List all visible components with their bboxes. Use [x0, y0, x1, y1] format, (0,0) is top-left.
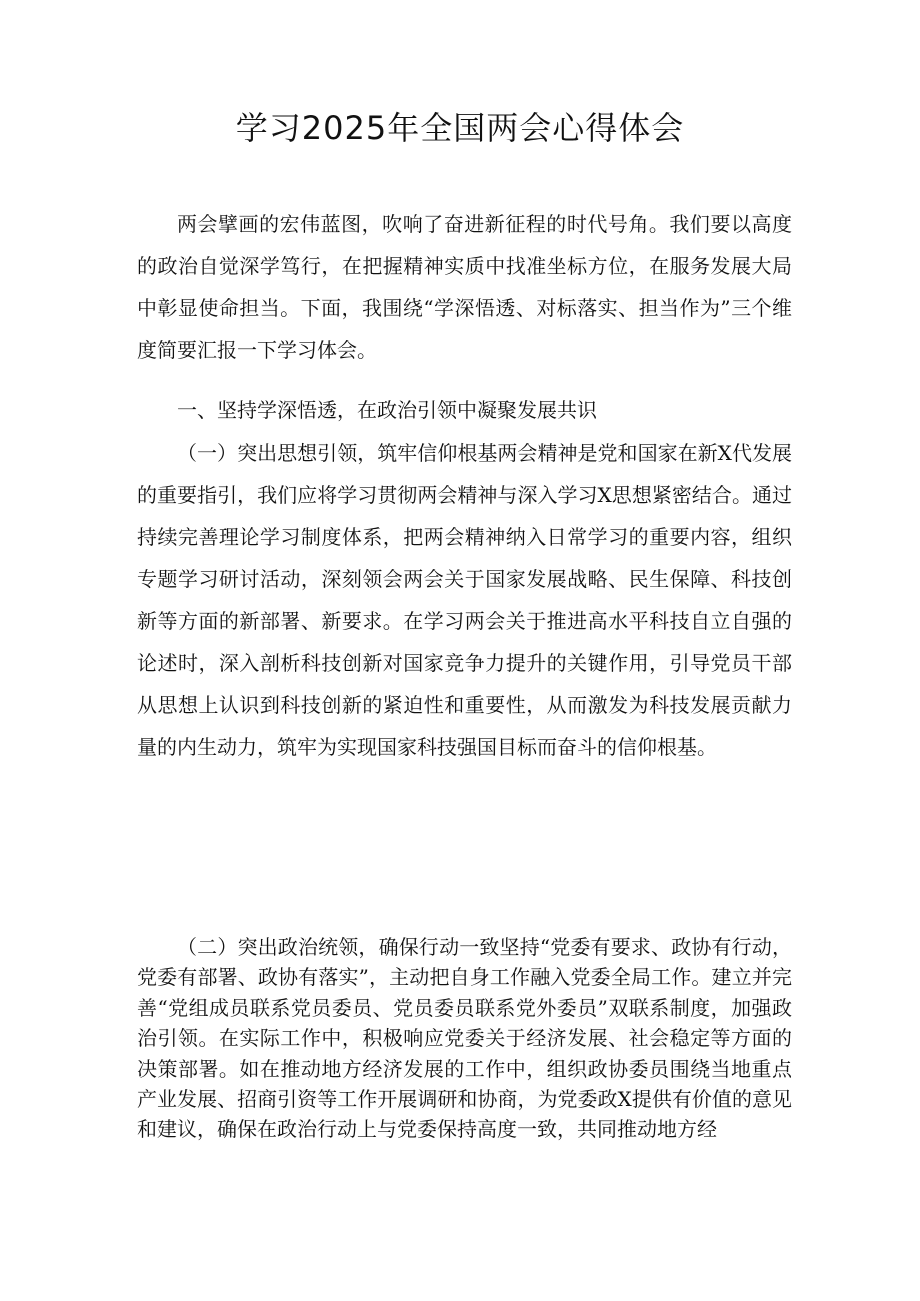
intro-paragraph: 两会擘画的宏伟蓝图，吹响了奋进新征程的时代号角。我们要以高度的政治自觉深学笃行，在把握精神实质中找准坐标方位，在服务发展大局中彰显使命担当。下面，我围绕“学深悟透、对标落实、担当作为”三个维度简要汇报一下学习体会。 [137, 212, 792, 362]
section-heading: 一、坚持学深悟透，在政治引领中凝聚发展共识 [177, 398, 597, 422]
subsection-paragraph-2: （二）突出政治统领，确保行动一致坚持“党委有要求、政协有行动，党委有部署、政协有落实”，主动把自身工作融入党委全局工作。建立并完善“党组成员联系党员委员、党员委员联系党外委员”双联系制度，加强政治引领。在实际工作中，积极响应党委关于经济发展、社会稳定等方面的决策部署。如在推动地方经济发展的工作中，组织政协委员围绕当地重点产业发展、招商引资等工作开展调研和协商，为党委政X提供有价值的意见和建议，确保在政治行动上与党委保持高度一致，共同推动地方经 [137, 935, 792, 1142]
document-title: 学习2025年全国两会心得体会 [235, 109, 685, 147]
subsection-paragraph-1: （一）突出思想引领，筑牢信仰根基两会精神是党和国家在新X代发展的重要指引，我们应将学习贯彻两会精神与深入学习X思想紧密结合。通过持续完善理论学习制度体系，把两会精神纳入日常学习的重要内容，组织专题学习研讨活动，深刻领会两会关于国家发展战略、民生保障、科技创新等方面的新部署、新要求。在学习两会关于推进高水平科技自立自强的论述时，深入剖析科技创新对国家竞争力提升的关键作用，引导党员干部从思想上认识到科技创新的紧迫性和重要性，从而激发为科技发展贡献力量的内生动力，筑牢为实现国家科技强国目标而奋斗的信仰根基。 [137, 441, 792, 759]
